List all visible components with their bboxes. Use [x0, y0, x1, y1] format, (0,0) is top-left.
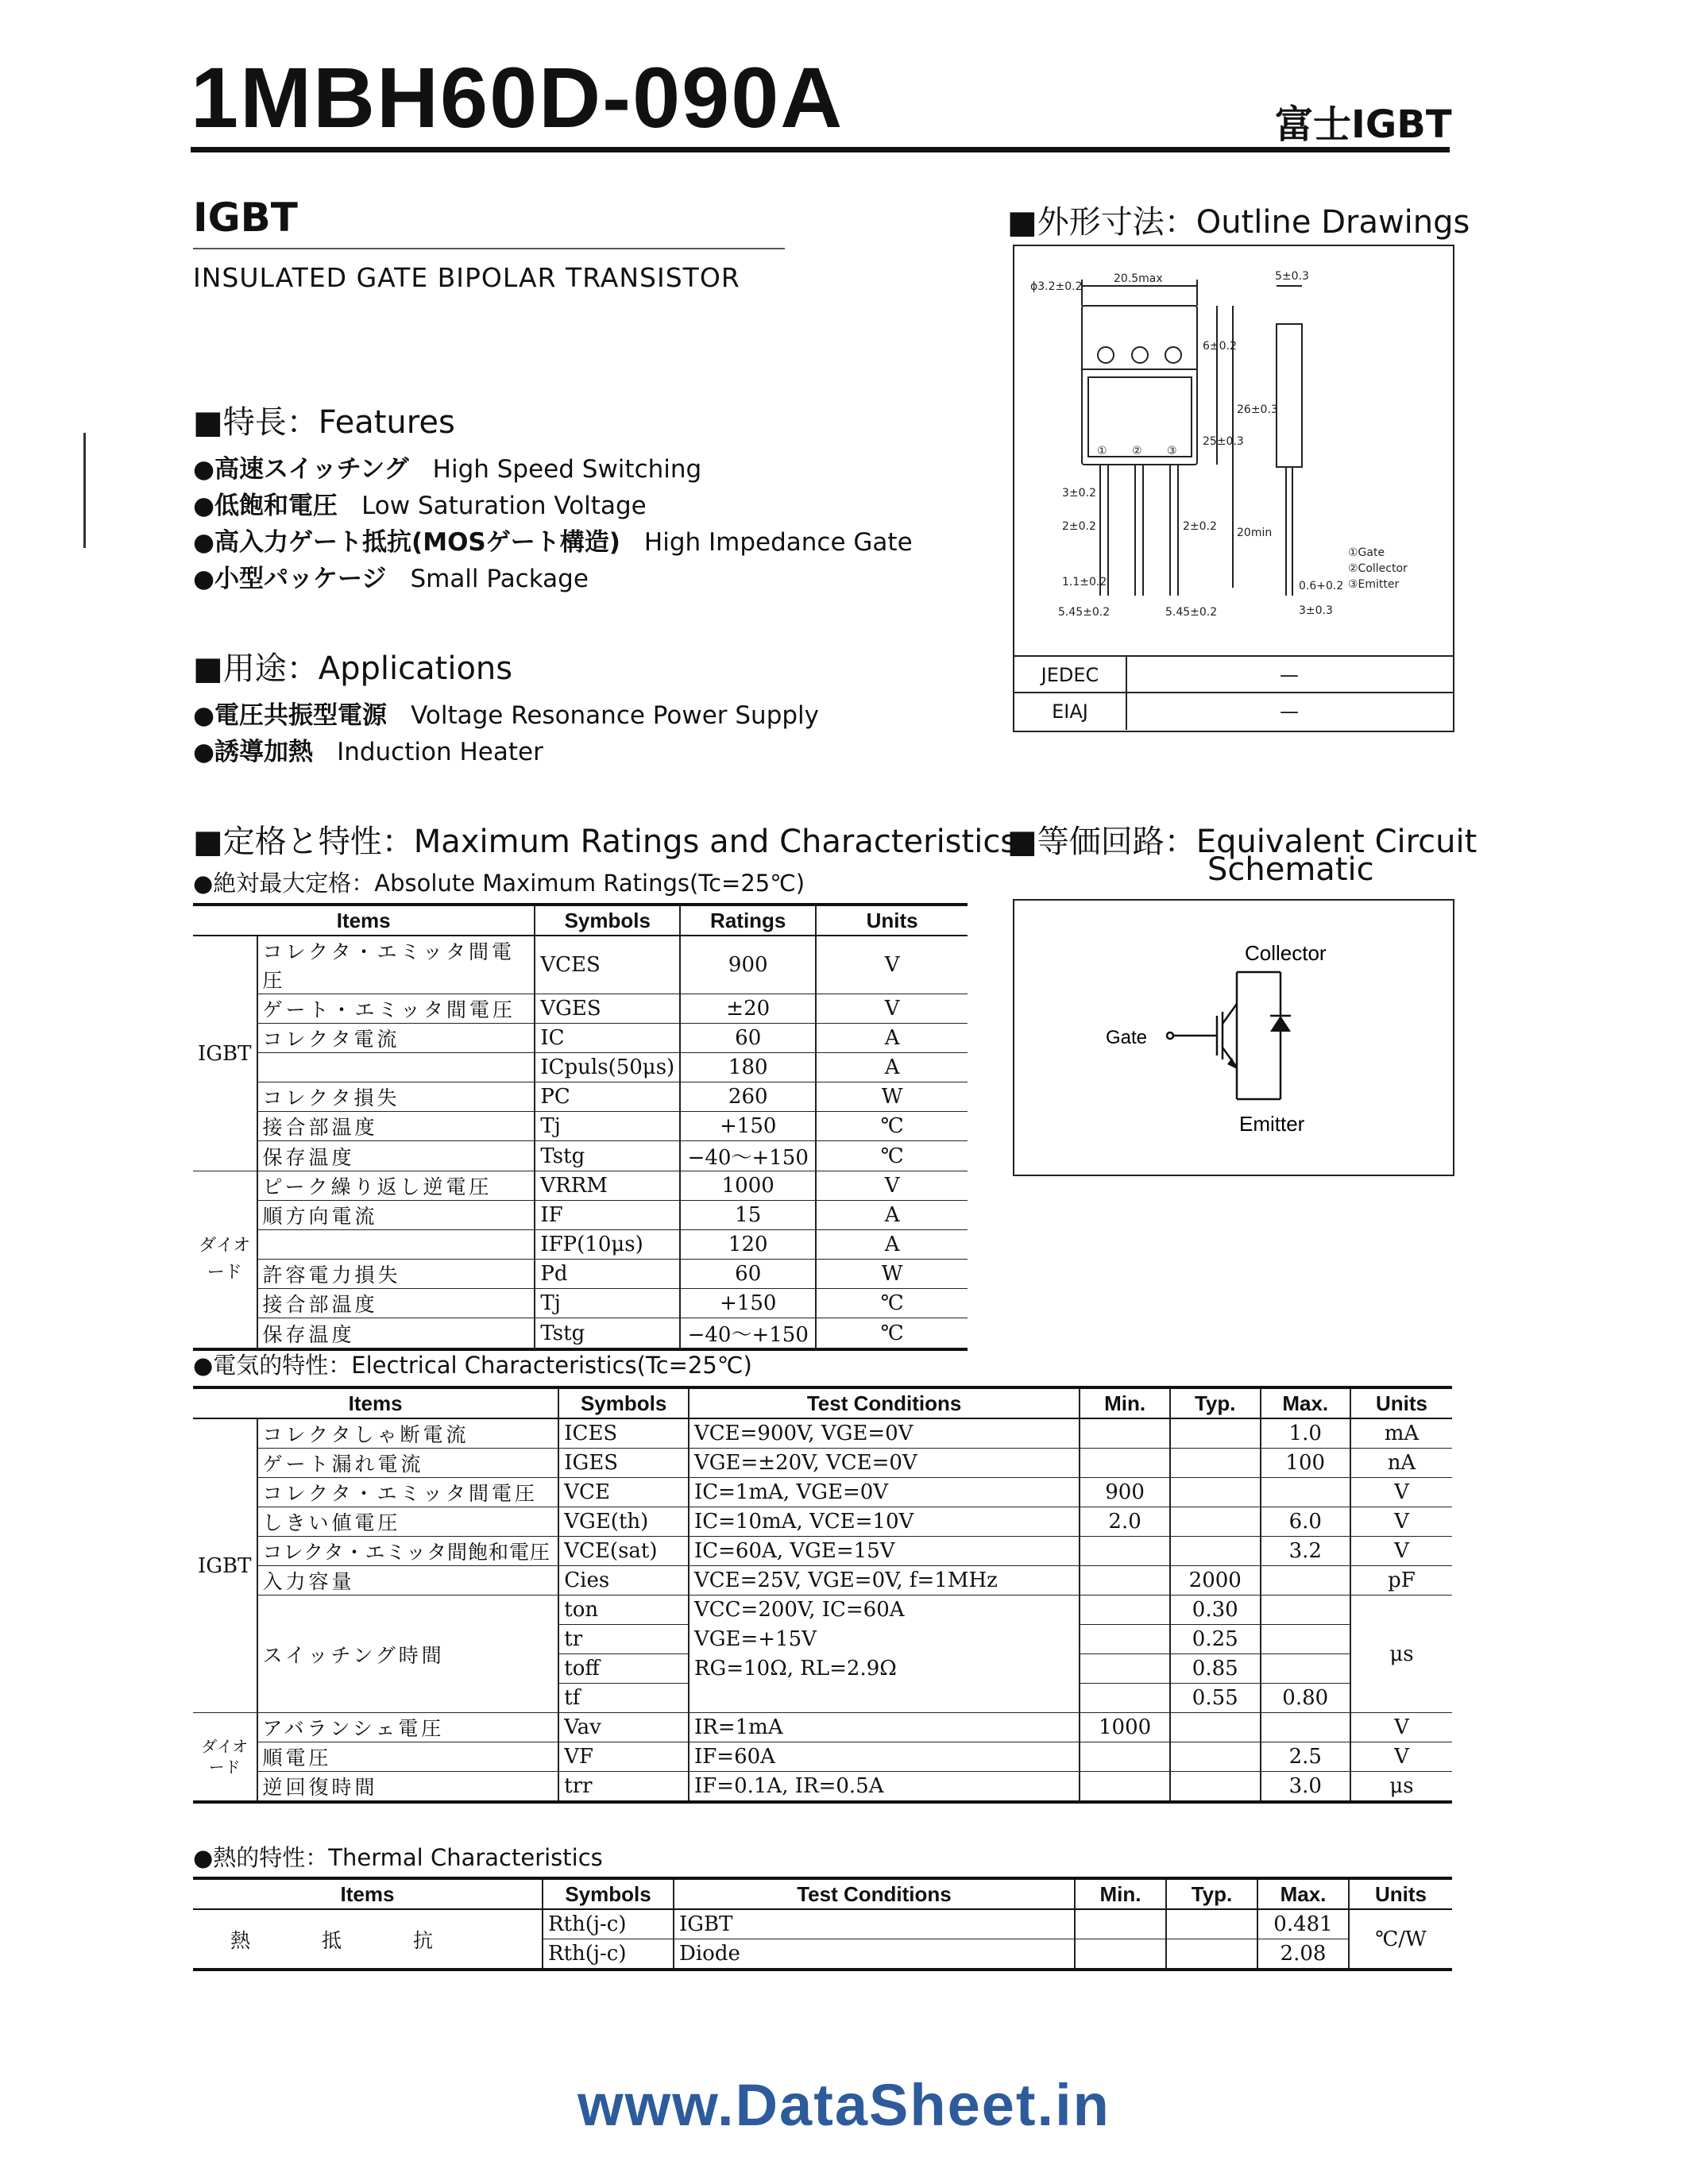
col-items: Items	[193, 905, 535, 936]
thermal-heading: ●熱的特性：Thermal Characteristics	[193, 1844, 603, 1871]
pin-number: ②	[1132, 445, 1142, 457]
jedec-value: —	[1280, 664, 1299, 686]
dim-label: 1.1±0.2	[1062, 576, 1107, 588]
dim-label: 2±0.2	[1183, 520, 1217, 533]
equivalent-circuit-box	[1013, 899, 1454, 1176]
application-item: ●誘導加熱 Induction Heater	[193, 738, 543, 766]
product-type-rule	[193, 248, 785, 249]
table-row: 順電圧 VF IF=60A 2.5 V	[193, 1742, 1452, 1772]
feature-item: ●低飽和電圧 Low Saturation Voltage	[193, 492, 647, 520]
col-ratings: Ratings	[680, 905, 816, 936]
dim-label: 2±0.2	[1062, 520, 1096, 533]
eiaj-row	[1014, 692, 1453, 730]
margin-mark	[83, 433, 86, 548]
table-row: tr VGE=+15V 0.25	[193, 1625, 1452, 1654]
application-item: ●電圧共振型電源 Voltage Resonance Power Supply	[193, 701, 820, 730]
dim-label: 25±0.3	[1203, 435, 1244, 448]
pin-number: ③	[1167, 445, 1177, 457]
product-type: IGBT	[193, 195, 298, 241]
dim-label: 0.6+0.2	[1299, 580, 1344, 592]
dim-label: 3±0.2	[1062, 487, 1096, 500]
applications-heading: ■用途：Applications	[193, 650, 513, 687]
footer-url[interactable]: www.DataSheet.in	[577, 2072, 1111, 2138]
features-heading: ■特長：Features	[193, 404, 455, 441]
electrical-characteristics-table	[193, 1386, 1452, 1804]
table-row: 接合部温度 Tj +150 ℃	[193, 1289, 968, 1318]
table-row: IFP(10μs) 120 A	[193, 1230, 968, 1260]
dim-label: 5±0.3	[1275, 270, 1309, 283]
part-number-title: 1MBH60D-090A	[191, 49, 844, 145]
pin-legend: ②Collector	[1348, 562, 1408, 575]
jedec-label: JEDEC	[1014, 657, 1127, 693]
outline-drawing-box	[1013, 245, 1454, 732]
outline-heading: ■外形寸法：Outline Drawings	[1007, 204, 1470, 241]
group-label-diode: ダイオード	[193, 1171, 257, 1350]
table-row: 逆回復時間 trr IF=0.1A, IR=0.5A 3.0 μs	[193, 1772, 1452, 1803]
table-row: tf 0.55 0.80	[193, 1684, 1452, 1713]
table-row: 熱抵抗 Rth(j-c) IGBT 0.481 ℃/W	[193, 1909, 1452, 1939]
igbt-schematic	[1014, 901, 1453, 1175]
group-label-diode: ダイオード	[193, 1713, 257, 1803]
thermal-characteristics-table	[193, 1877, 1452, 1971]
table-row: 保存温度 Tstg −40～+150 ℃	[193, 1141, 968, 1171]
eiaj-label: EIAJ	[1014, 693, 1127, 730]
dim-label: 20.5max	[1114, 272, 1163, 285]
feature-item: ●高入力ゲート抵抗(MOSゲート構造) High Impedance Gate	[193, 528, 913, 557]
collector-label: Collector	[1245, 941, 1327, 965]
table-row: 接合部温度 Tj +150 ℃	[193, 1112, 968, 1141]
pin-number: ①	[1097, 445, 1107, 457]
emitter-label: Emitter	[1239, 1112, 1305, 1136]
feature-item: ●高速スイッチング High Speed Switching	[193, 455, 702, 484]
gate-label: Gate	[1106, 1027, 1148, 1048]
table-row: コレクタ・エミッタ間電圧 VCE IC=1mA, VGE=0V 900 V	[193, 1478, 1452, 1507]
table-header-row	[193, 905, 968, 936]
pin-legend: ①Gate	[1348, 546, 1385, 559]
table-row: しきい値電圧 VGE(th) IC=10mA, VCE=10V 2.0 6.0 V	[193, 1507, 1452, 1537]
eiaj-value: —	[1280, 700, 1299, 723]
table-row: 入力容量 Cies VCE=25V, VGE=0V, f=1MHz 2000 pF	[193, 1566, 1452, 1596]
pin-legend: ③Emitter	[1348, 578, 1400, 591]
table-row: IGBT コレクタ・エミッタ間電圧 VCES 900 V	[193, 936, 968, 994]
table-row: 順方向電流 IF 15 A	[193, 1201, 968, 1230]
electrical-heading: ●電気的特性：Electrical Characteristics(Tc=25℃)	[193, 1352, 752, 1379]
equivalent-heading: ■等価回路：Equivalent Circuit	[1007, 824, 1477, 860]
table-row: Rth(j-c) Diode 2.08	[193, 1939, 1452, 1970]
feature-item: ●小型パッケージ Small Package	[193, 565, 589, 593]
table-row: 保存温度 Tstg −40～+150 ℃	[193, 1318, 968, 1350]
table-row: toff RG=10Ω, RL=2.9Ω 0.85	[193, 1654, 1452, 1684]
table-row: コレクタ・エミッタ間飽和電圧 VCE(sat) IC=60A, VGE=15V 3.2 V	[193, 1537, 1452, 1566]
table-row: IGBT コレクタしゃ断電流 ICES VCE=900V, VGE=0V 1.0 mA	[193, 1418, 1452, 1449]
dim-label: 3±0.3	[1299, 604, 1333, 617]
table-row: コレクタ損失 PC 260 W	[193, 1082, 968, 1112]
header-rule	[191, 147, 1450, 152]
dim-label: 5.45±0.2	[1165, 606, 1218, 619]
col-symbols: Symbols	[535, 905, 680, 936]
dim-label: 26±0.3	[1237, 403, 1278, 416]
table-row: スイッチング時間 ton VCC=200V, IC=60A 0.30 μs	[193, 1596, 1452, 1625]
dim-label: 6±0.2	[1203, 340, 1237, 353]
group-label-igbt: IGBT	[193, 936, 257, 1171]
col-units: Units	[816, 905, 968, 936]
brand-label: 富士IGBT	[1275, 102, 1452, 147]
ratings-heading: ■定格と特性：Maximum Ratings and Characteristics	[193, 824, 1018, 860]
table-row: ゲート・エミッタ間電圧 VGES ±20 V	[193, 994, 968, 1024]
table-row: コレクタ電流 IC 60 A	[193, 1024, 968, 1053]
absolute-max-ratings-table	[193, 903, 968, 1351]
jedec-row	[1014, 655, 1453, 693]
abs-max-subheading: ●絶対最大定格：Absolute Maximum Ratings(Tc=25℃)	[193, 870, 805, 897]
table-row: ダイオード ピーク繰り返し逆電圧 VRRM 1000 V	[193, 1171, 968, 1201]
table-header-row: Items Symbols Test Conditions Min. Typ. Max. Units	[193, 1878, 1452, 1909]
dim-label: 20min	[1237, 527, 1273, 539]
dim-label: ϕ3.2±0.2	[1030, 280, 1083, 293]
dim-label: 5.45±0.2	[1058, 606, 1111, 619]
package-outline-diagram	[1014, 246, 1453, 655]
table-header-row: Items Symbols Test Conditions Min. Typ. Max. Units	[193, 1387, 1452, 1418]
group-label-igbt: IGBT	[193, 1418, 257, 1713]
table-row: ゲート漏れ電流 IGES VGE=±20V, VCE=0V 100 nA	[193, 1449, 1452, 1478]
table-row: ダイオード アバランシェ電圧 Vav IR=1mA 1000 V	[193, 1713, 1452, 1742]
product-description: INSULATED GATE BIPOLAR TRANSISTOR	[193, 262, 740, 293]
table-row: 許容電力損失 Pd 60 W	[193, 1260, 968, 1289]
table-row: ICpuls(50μs) 180 A	[193, 1053, 968, 1082]
equivalent-heading-line2: Schematic	[1207, 851, 1374, 888]
